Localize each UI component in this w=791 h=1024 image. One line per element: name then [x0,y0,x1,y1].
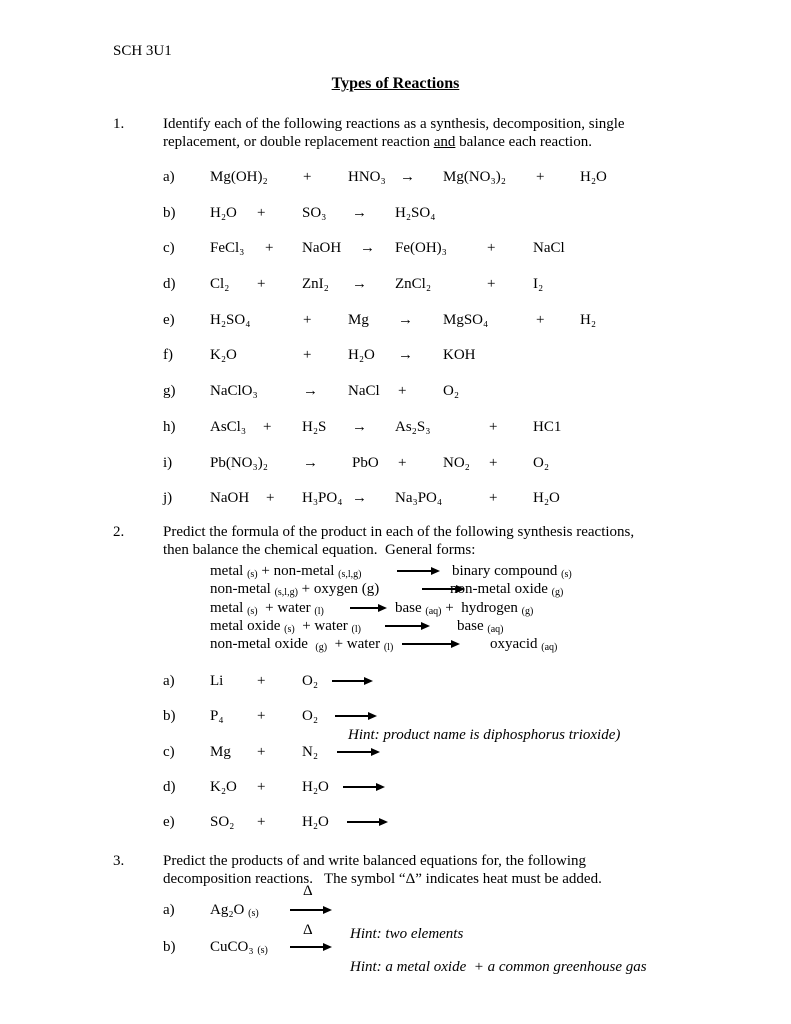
plus-operator: + [303,347,312,363]
arrow-glyph: → [303,455,318,471]
reaction-arrow [290,946,323,948]
item-label: g) [163,383,176,399]
formula-token: O₂ [302,673,319,689]
form-text: non-metal [210,581,275,597]
formula-token: KOH [443,347,476,363]
form-text: + oxygen (g) [297,581,380,597]
reaction-arrow [385,625,421,627]
formula-token: Mg [348,312,369,328]
formula-token: H₂ [580,312,597,328]
plus-operator: + [489,419,498,435]
reaction-arrow [335,715,368,717]
hint-text: Hint: two elements [350,926,464,942]
item-label: b) [163,708,176,724]
item-label: e) [163,312,175,328]
reaction-arrow [343,786,376,788]
formula-token: Cl₂ [210,276,230,292]
formula-with-state [210,636,393,653]
formula-token: O₂ [302,708,319,724]
item-label: c) [163,240,175,256]
formula-token: Mg(NO₃)₂ [443,169,506,185]
formula-with-state [210,902,259,919]
form-text: + water [294,618,352,634]
reaction-arrow [397,570,431,572]
plus-operator: + [265,240,274,256]
formula-token: NaCl [348,383,380,399]
item-label: f) [163,347,173,363]
plus-operator: + [257,673,266,689]
plus-operator: + [263,419,272,435]
state-subscript: (s) [561,569,572,580]
formula-with-state [210,618,361,635]
item-label: i) [163,455,173,471]
plus-operator: + [487,240,496,256]
state-subscript: (g) [315,642,328,653]
q1-prompt-line1: Identify each of the following reactions as a synthesis, decomposition, single [163,116,625,132]
q1-prompt-line2-pre: replacement, or double replacement reaction [163,134,434,150]
q1-number: 1. [113,116,125,132]
state-subscript: (s) [284,624,295,635]
plus-operator: + [489,455,498,471]
formula-with-state [210,939,268,956]
plus-operator: + [489,490,498,506]
state-subscript: (aq) [487,624,504,635]
state-subscript: (s) [257,945,268,956]
q3-number: 3. [113,853,125,869]
item-label: a) [163,902,175,918]
formula-with-state [395,600,533,617]
plus-operator: + [257,744,266,760]
item-label: d) [163,276,176,292]
q2-prompt-line1: Predict the formula of the product in each of the following synthesis reactions, [163,524,635,540]
form-text: + non-metal [257,563,339,579]
reaction-arrow [350,607,378,609]
item-label: h) [163,419,176,435]
item-label: j) [163,490,173,506]
q3-prompt-line1: Predict the products of and write balanced equations for, the following [163,853,587,869]
q2-number: 2. [113,524,125,540]
formula-token: H₂SO₄ [210,312,251,328]
state-subscript: (g) [521,606,534,617]
formula-with-state [490,636,557,653]
form-text: base [395,600,426,616]
state-subscript: (aq) [425,606,442,617]
formula-token: Na₃PO₄ [395,490,443,506]
formula-token: Pb(NO₃)₂ [210,455,268,471]
state-subscript: (g) [551,587,564,598]
formula-token: NaCl [533,240,565,256]
formula-token: ZnCl₂ [395,276,432,292]
formula-token: P₄ [210,708,224,724]
formula-token: SO₂ [210,814,235,830]
item-label: b) [163,939,176,955]
form-text: binary compound [452,563,562,579]
q2-prompt-line2: then balance the chemical equation. General forms: [163,542,476,558]
formula-token: H₂O [302,814,329,830]
form-text: + hydrogen [441,600,522,616]
plus-operator: + [398,455,407,471]
formula-token: PbO [352,455,379,471]
plus-operator: + [257,814,266,830]
formula-with-state [210,600,324,617]
form-text: Ag₂O [210,902,249,918]
form-text: metal oxide [210,618,285,634]
formula-token: H₂SO₄ [395,205,436,221]
formula-token: FeCl₃ [210,240,245,256]
arrow-glyph: → [398,347,413,363]
state-subscript: (l) [314,606,324,617]
state-subscript: (s,l,g) [338,569,362,580]
formula-token: ZnI₂ [302,276,329,292]
formula-token: H₂S [302,419,327,435]
plus-operator: + [536,312,545,328]
arrow-glyph: → [360,240,375,256]
form-text: base [457,618,488,634]
formula-token: NaOH [210,490,250,506]
arrow-glyph: → [352,490,367,506]
form-text: oxyacid [490,636,542,652]
formula-token: O₂ [533,455,550,471]
hint-text: Hint: a metal oxide + a common greenhouse gas [350,959,647,975]
reaction-arrow [290,909,323,911]
formula-token: Fe(OH)₃ [395,240,447,256]
reaction-arrow [337,751,371,753]
formula-token: MgSO₄ [443,312,489,328]
formula-token: N₂ [302,744,319,760]
arrow-glyph: → [303,383,318,399]
plus-operator: + [257,708,266,724]
formula-token: H₃PO₄ [302,490,343,506]
q1-prompt-line2 [163,134,592,151]
q3-prompt-line2: decomposition reactions. The symbol “Δ” indicates heat must be added. [163,871,602,887]
plus-operator: + [536,169,545,185]
page-title: Types of Reactions [331,75,460,92]
formula-with-state [452,563,572,580]
formula-token: H₂O [348,347,375,363]
form-text: metal [210,563,248,579]
formula-token: K₂O [210,347,237,363]
plus-operator: + [303,312,312,328]
arrow-glyph: → [352,205,367,221]
arrow-glyph: → [400,169,415,185]
plus-operator: + [398,383,407,399]
formula-with-state [457,618,504,635]
form-text: metal [210,600,248,616]
formula-token: K₂O [210,779,237,795]
item-label: a) [163,169,175,185]
formula-token: SO₃ [302,205,327,221]
formula-token: As₂S₃ [395,419,431,435]
formula-with-state [450,581,563,598]
plus-operator: + [257,205,266,221]
state-subscript: (s) [247,606,258,617]
formula-token: H₂O [580,169,607,185]
formula-token: HNO₃ [348,169,386,185]
item-label: b) [163,205,176,221]
reaction-arrow [347,821,379,823]
q1-prompt-line2-underlined: and [433,134,456,150]
formula-token: H₂O [210,205,237,221]
formula-with-state [210,581,379,598]
item-label: c) [163,744,175,760]
item-label: d) [163,779,176,795]
state-subscript: (l) [351,624,361,635]
form-text: non-metal oxide [210,636,316,652]
q1-prompt-line2-post: balance each reaction. [455,134,592,150]
plus-operator: + [257,276,266,292]
form-text: + water [257,600,315,616]
arrow-glyph: → [352,276,367,292]
form-text: non-metal oxide [450,581,552,597]
formula-token: NO₂ [443,455,470,471]
item-label: e) [163,814,175,830]
formula-token: Mg(OH)₂ [210,169,268,185]
form-text: CuCO₃ [210,939,258,955]
formula-token: NaClO₃ [210,383,258,399]
formula-token: I₂ [533,276,544,292]
plus-operator: + [487,276,496,292]
state-subscript: (s,l,g) [274,587,298,598]
plus-operator: + [266,490,275,506]
formula-token: O₂ [443,383,460,399]
arrow-glyph: → [398,312,413,328]
state-subscript: (s) [247,569,258,580]
state-subscript: (s) [248,908,259,919]
arrow-glyph: → [352,419,367,435]
form-text: + water [327,636,384,652]
reaction-arrow [332,680,364,682]
item-label: a) [163,673,175,689]
state-subscript: (l) [383,642,394,653]
formula-token: Li [210,673,224,689]
plus-operator: + [257,779,266,795]
delta-heat-symbol: Δ [303,883,313,899]
state-subscript: (aq) [541,642,558,653]
formula-token: Mg [210,744,231,760]
formula-token: HC1 [533,419,562,435]
formula-token: AsCl₃ [210,419,247,435]
formula-token: H₂O [302,779,329,795]
formula-token: NaOH [302,240,342,256]
plus-operator: + [303,169,312,185]
reaction-arrow [402,643,451,645]
delta-heat-symbol: Δ [303,922,313,938]
course-code: SCH 3U1 [113,43,172,59]
formula-token: H₂O [533,490,560,506]
hint-text: Hint: product name is diphosphorus trioxide) [348,727,621,743]
formula-with-state [210,563,362,580]
